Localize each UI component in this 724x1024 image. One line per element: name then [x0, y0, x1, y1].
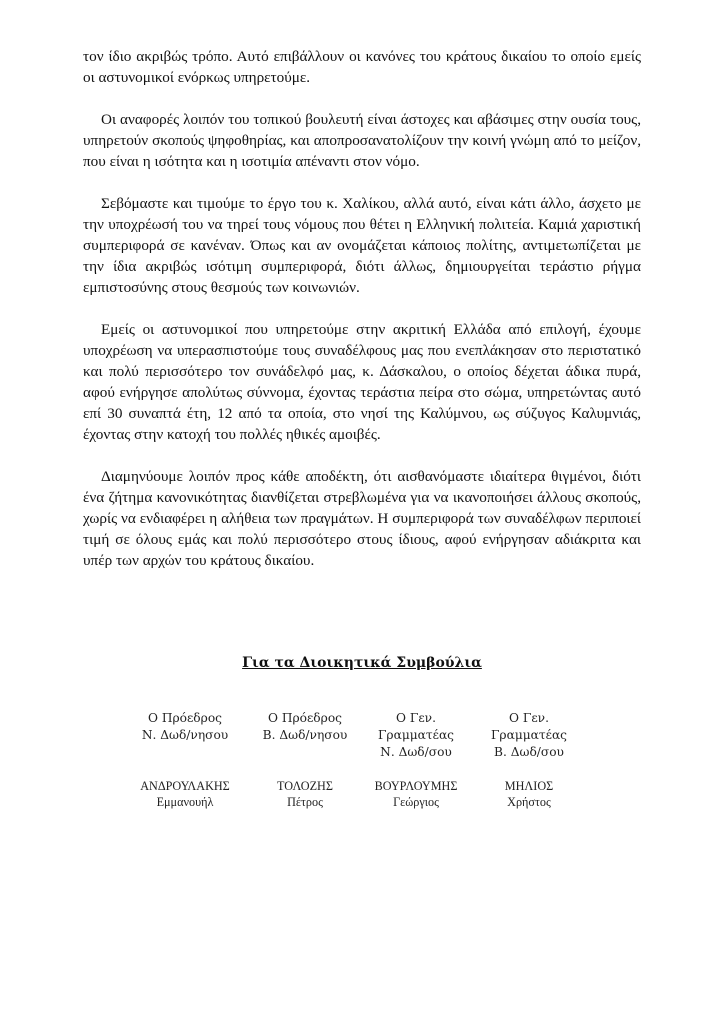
title-line: Ο Πρόεδρος [148, 711, 222, 725]
paragraph-3: Σεβόμαστε και τιμούμε το έργο του κ. Χαλίκου, αλλά αυτό, είναι κάτι άλλο, άσχετο με την υποχρέωσή του να τηρεί τους νόμους που θέτει η Ελληνική πολιτεία. Καμιά χαριστική συμπεριφορά σε κανέναν. Όπως και αν ονομάζεται κάποιος πολίτης, αντιμετωπίζεται με την ίδια ακριβώς ισότιμη συμπεριφορά, διότι άλλως, δημιουργείται τεράστιο ρήγμα εμπιστοσύνης στους θεσμούς των κοινωνιών. [83, 195, 641, 296]
signatory-title-4 [464, 710, 594, 761]
title-line: Β. Δωδ/σου [494, 745, 564, 759]
paragraph-1: τον ίδιο ακριβώς τρόπο. Αυτό επιβάλλουν οι κανόνες του κράτους δικαίου το οποίο εμείς οι αστυνομικοί ενόρκως υπηρετούμε. [83, 48, 641, 86]
title-line: Γραμματέας [490, 728, 568, 742]
title-line: Ο Πρόεδρος [268, 711, 342, 725]
first-name: Πέτρος [287, 795, 323, 809]
paragraph-4: Εμείς οι αστυνομικοί που υπηρετούμε στην ακριτική Ελλάδα από επιλογή, έχουμε υποχρέωση να υπερασπιστούμε τους συναδέλφους μας που ενεπλάκησαν στο περιστατικό και πολύ περισσότερο τον συνάδελφό μας, κ. Δάσκαλου, ο οποίος δέχεται άδικα πυρά, αφού ενήργησε απολύτως σύννομα, έχοντας τεράστια πείρα στο σώμα, υπηρετώντας αυτό επί 30 συναπτά έτη, 12 από τα οποία, στο νησί της Καλύμνου, ως σύζυγος Καλυμνιάς, έχοντας στην κατοχή του πολλές ηθικές αμοιβές. [83, 321, 641, 443]
paragraph-5: Διαμηνύουμε λοιπόν προς κάθε αποδέκτη, ότι αισθανόμαστε ιδιαίτερα θιγμένοι, διότι ένα ζήτημα κανονικότητας διανθίζεται στρεβλωμένα για να ικανοποιήσει άλλους σκοπούς, χωρίς να ενδιαφέρει η αλήθεια των πραγμάτων. Η συμπεριφορά των συναδέλφων περιποιεί τιμή σε όλους εμάς και πολύ περισσότερο στους ίδιους, αφού ενήργησαν αδιάκριτα και υπέρ των αρχών του κράτους δικαίου. [83, 468, 641, 569]
signatory-name-4 [459, 778, 599, 810]
first-name: Γεώργιος [393, 795, 439, 809]
signature-heading: Για τα Διοικητικά Συμβούλια [242, 655, 482, 671]
title-line: Ο Γεν. [509, 711, 549, 725]
title-line: Ν. Δωδ/σου [380, 745, 452, 759]
signatory-title-1 [120, 710, 250, 744]
signatory-title-3 [351, 710, 481, 761]
first-name: Εμμανουήλ [156, 795, 214, 809]
surname: ΑΝΔΡΟΥΛΑΚΗΣ [140, 779, 230, 793]
title-line: Ν. Δωδ/νησου [141, 728, 229, 742]
paragraph-2: Οι αναφορές λοιπόν του τοπικού βουλευτή είναι άστοχες και αβάσιμες στην ουσία τους, υπηρετούν σκοπούς ψηφοθηρίας, και αποπροσανατολίζουν την κοινή γνώμη από το μείζον, που είναι η ισότητα και η ισοτιμία απέναντι στον νόμο. [83, 111, 641, 170]
signatory-name-1 [115, 778, 255, 810]
first-name: Χρήστος [507, 795, 551, 809]
title-line: Β. Δωδ/νησου [262, 728, 348, 742]
surname: ΤΟΛΟΖΗΣ [277, 779, 333, 793]
document-body [83, 46, 641, 592]
title-line: Ο Γεν. [396, 711, 436, 725]
surname: ΜΗΛΙΟΣ [504, 779, 554, 793]
title-line: Γραμματέας [377, 728, 455, 742]
surname: ΒΟΥΡΛΟΥΜΗΣ [374, 779, 458, 793]
